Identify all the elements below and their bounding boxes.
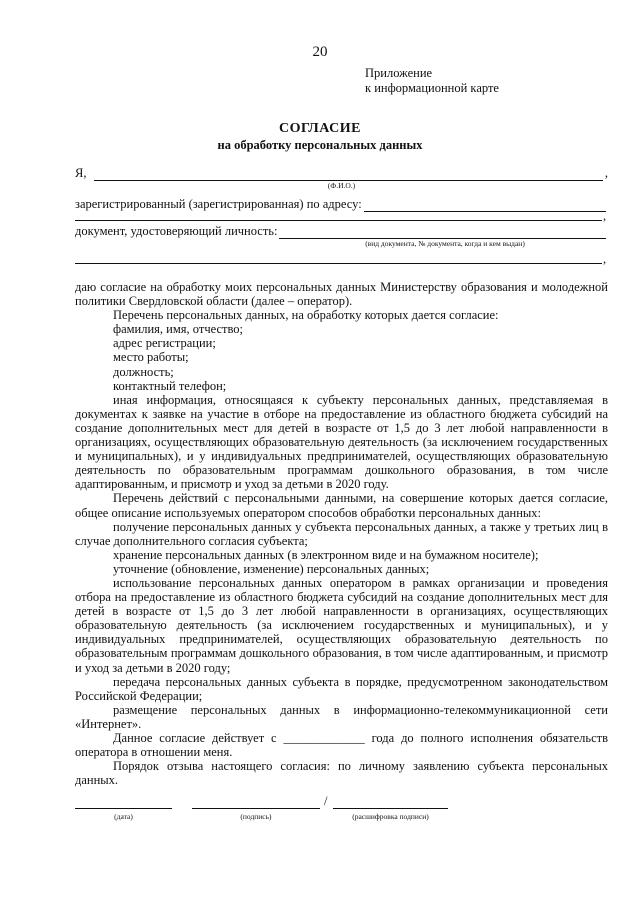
address-continuation-line[interactable] xyxy=(75,220,602,221)
address-row xyxy=(75,197,608,212)
paragraph: Данное согласие действует с _____________ года до полного исполнения обязательств оператора в отношении меня. xyxy=(75,731,608,760)
comma-mark-2: , xyxy=(603,252,607,266)
decode-line[interactable] xyxy=(333,808,448,809)
address-label: зарегистрированный (зарегистрированная) по адресу: xyxy=(75,197,362,211)
date-line[interactable] xyxy=(75,808,172,809)
paragraph: использование персональных данных оператором в рамках организации и проведения отбора на предоставление из областного бюджета субсидий на создание дополнительных мест для детей в возрасте от 1,5 до 3 лет любой направленности в организациях, осуществляющих образовательную деятельность (за исключением государственных и муниципальных), и у индивидуальных предпринимателей, осуществляющих образовательную деятельность по образовательным программам дошкольного образования, в том числе адаптированным, и присмотр и уход за детьми в 2020 году; xyxy=(75,575,608,675)
paragraph: иная информация, относящаяся к субъекту персональных данных, представляемая в документах к заявке на участие в отборе на предоставление из областного бюджета субсидий на создание дополнительных мест для детей в возрасте от 1,5 до 3 лет любой направленности в организациях, осуществляющих образовательную деятельность (за исключением государственных и муниципальных), и у индивидуальных предпринимателей, осуществляющих образовательную деятельность по образовательным программам дошкольного образования, в том числе адаптированным, и присмотр и уход за детьми в 2020 году. xyxy=(75,392,608,492)
signature-caption: (подпись) xyxy=(240,812,272,821)
paragraph: даю согласие на обработку моих персональных данных Министерству образования и молодежной политики Свердловской области (далее – оператор). xyxy=(75,280,608,309)
comma-mark: , xyxy=(603,209,607,223)
document-field-line[interactable] xyxy=(279,227,606,239)
paragraph: адрес регистрации; xyxy=(113,336,216,351)
paragraph: место работы; xyxy=(113,350,189,365)
address-field-line[interactable] xyxy=(364,200,606,212)
paragraph: передача персональных данных субъекта в порядке, предусмотренном законодательством Российской Федерации; xyxy=(75,674,608,703)
paragraph: уточнение (обновление, изменение) персональных данных; xyxy=(113,561,430,576)
paragraph: Перечень действий с персональными данными, на совершение которых дается согласие, общее описание используемых оператором способов обработки персональных данных: xyxy=(75,491,608,520)
name-row: Я, , xyxy=(75,166,608,180)
name-prefix: Я, xyxy=(75,166,87,180)
paragraph: размещение персональных данных в информационно-телекоммуникационной сети «Интернет». xyxy=(75,702,608,731)
decode-caption: (расшифровка подписи) xyxy=(352,812,429,821)
date-caption: (дата) xyxy=(114,812,133,821)
document-label: документ, удостоверяющий личность: xyxy=(75,224,278,238)
document-row xyxy=(75,224,608,239)
paragraph: должность; xyxy=(113,364,174,379)
paragraph: хранение персональных данных (в электронном виде и на бумажном носителе); xyxy=(113,547,539,562)
document-subtitle: на обработку персональных данных xyxy=(217,138,423,152)
paragraph: фамилия, имя, отчество; xyxy=(113,322,244,337)
paragraph: Порядок отзыва настоящего согласия: по личному заявлению субъекта персональных данных. xyxy=(75,759,608,788)
paragraph: получение персональных данных у субъекта персональных данных, а также у третьих лиц в случае дополнительного согласия субъекта; xyxy=(75,519,608,548)
document-caption: (вид документа, № документа, когда и кем выдан) xyxy=(365,239,525,248)
appendix-line-2: к информационной карте xyxy=(365,81,499,95)
page-number: 20 xyxy=(312,44,328,60)
appendix-note xyxy=(365,66,499,96)
signature-line[interactable] xyxy=(192,808,320,809)
document-title: СОГЛАСИЕ xyxy=(279,121,361,136)
paragraph: Перечень персональных данных, на обработку которых дается согласие: xyxy=(113,308,499,323)
consent-body xyxy=(75,280,608,787)
slash: / xyxy=(324,794,328,808)
name-caption: (Ф.И.О.) xyxy=(327,181,356,190)
appendix-line-1: Приложение xyxy=(365,66,433,80)
name-field-line[interactable] xyxy=(94,169,602,181)
document-continuation-line[interactable] xyxy=(75,263,602,264)
paragraph: контактный телефон; xyxy=(113,378,227,393)
